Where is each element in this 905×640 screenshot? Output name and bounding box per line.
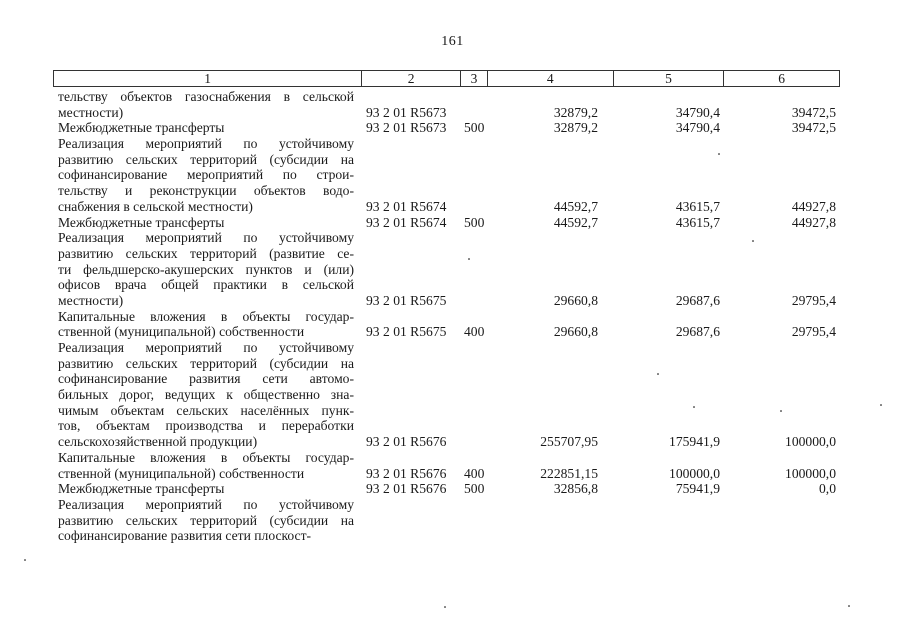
description-line: развитию сельских территорий (субсидии на xyxy=(58,151,354,167)
row-value-year-1: 32879,2 xyxy=(553,120,598,136)
row-expense-type: 400 xyxy=(464,324,485,340)
row-value-year-3: 100000,0 xyxy=(785,465,836,481)
row-code: 93 2 01 R5674 xyxy=(366,198,447,214)
description-line: Реализация мероприятий по устойчивому xyxy=(58,340,354,355)
row-value-year-2: 34790,4 xyxy=(675,104,720,120)
scan-speck xyxy=(444,606,446,608)
column-header-3: 3 xyxy=(460,71,487,86)
scan-speck xyxy=(657,373,659,375)
row-value-year-3: 44927,8 xyxy=(791,198,836,214)
row-value-year-3: 29795,4 xyxy=(791,324,836,340)
column-header-6: 6 xyxy=(723,71,839,86)
description-line: развитию сельских территорий (субсидии на xyxy=(58,512,354,528)
row-value-year-1: 44592,7 xyxy=(553,198,598,214)
column-header-5: 5 xyxy=(613,71,724,86)
column-header-2: 2 xyxy=(361,71,460,86)
row-code: 93 2 01 R5673 xyxy=(366,120,447,136)
description-line: тельству объектов газоснабжения в сельской xyxy=(58,89,354,104)
row-code: 93 2 01 R5675 xyxy=(366,292,447,308)
row-description xyxy=(58,230,354,308)
table-row xyxy=(58,450,838,481)
row-description xyxy=(58,89,354,120)
row-value-year-3: 100000,0 xyxy=(785,434,836,450)
scan-speck xyxy=(848,605,850,607)
row-code: 93 2 01 R5674 xyxy=(366,214,447,230)
row-value-year-1: 32856,8 xyxy=(553,481,598,497)
row-expense-type: 400 xyxy=(464,465,485,481)
row-value-year-2: 100000,0 xyxy=(669,465,720,481)
row-description xyxy=(58,450,354,481)
row-value-year-2: 29687,6 xyxy=(675,292,720,308)
row-value-year-2: 29687,6 xyxy=(675,324,720,340)
row-value-year-1: 222851,15 xyxy=(540,465,598,481)
description-line: местности) xyxy=(58,104,124,120)
row-description xyxy=(58,497,354,544)
table-row xyxy=(58,89,838,120)
row-expense-type: 500 xyxy=(464,120,485,136)
description-line: тов, объектам производства и переработки xyxy=(58,418,354,434)
row-value-year-3: 44927,8 xyxy=(791,214,836,230)
row-code: 93 2 01 R5675 xyxy=(366,324,447,340)
row-code: 93 2 01 R5676 xyxy=(366,481,447,497)
row-description xyxy=(58,340,354,450)
row-value-year-3: 39472,5 xyxy=(791,120,836,136)
row-description xyxy=(58,309,354,340)
description-line: ственной (муниципальной) собственности xyxy=(58,324,305,340)
column-header-4: 4 xyxy=(487,71,613,86)
description-line: развитию сельских территорий (субсидии на xyxy=(58,355,354,371)
row-expense-type: 500 xyxy=(464,481,485,497)
scan-speck xyxy=(718,153,720,155)
row-value-year-2: 175941,9 xyxy=(669,434,720,450)
scan-speck xyxy=(752,240,754,242)
row-value-year-1: 32879,2 xyxy=(553,104,598,120)
description-line: местности) xyxy=(58,292,124,308)
table-row xyxy=(58,215,838,231)
row-value-year-1: 29660,8 xyxy=(553,324,598,340)
description-line: Межбюджетные трансферты xyxy=(58,120,225,136)
row-value-year-2: 43615,7 xyxy=(675,198,720,214)
description-line: офисов врача общей практики в сельской xyxy=(58,277,354,293)
row-description xyxy=(58,120,354,136)
description-line: софинансирование развития сети автомо- xyxy=(58,371,354,387)
row-value-year-1: 44592,7 xyxy=(553,214,598,230)
row-value-year-3: 0,0 xyxy=(819,481,836,497)
row-description xyxy=(58,481,354,497)
description-line: софинансирование мероприятий по строи- xyxy=(58,167,354,183)
table-row xyxy=(58,309,838,340)
scan-speck xyxy=(468,258,470,260)
row-expense-type: 500 xyxy=(464,214,485,230)
description-line: сельскохозяйственной продукции) xyxy=(58,434,258,450)
row-code: 93 2 01 R5676 xyxy=(366,434,447,450)
row-value-year-3: 39472,5 xyxy=(791,104,836,120)
row-value-year-2: 34790,4 xyxy=(675,120,720,136)
scan-speck xyxy=(780,410,782,412)
description-line: чимым объектам сельских населённых пунк- xyxy=(58,402,354,418)
description-line: Межбюджетные трансферты xyxy=(58,214,225,230)
table-row xyxy=(58,340,838,450)
description-line: бильных дорог, ведущих к общественно зна- xyxy=(58,387,354,403)
row-value-year-2: 75941,9 xyxy=(675,481,720,497)
description-line: Реализация мероприятий по устойчивому xyxy=(58,496,354,512)
table-row xyxy=(58,230,838,308)
description-line: ственной (муниципальной) собственности xyxy=(58,465,305,481)
description-line: развитию сельских территорий (развитие се- xyxy=(58,245,354,261)
row-description xyxy=(58,136,354,214)
row-code: 93 2 01 R5673 xyxy=(366,104,447,120)
row-value-year-1: 255707,95 xyxy=(540,434,598,450)
table-header xyxy=(53,70,840,87)
description-line: Капитальные вложения в объекты государ- xyxy=(58,308,354,324)
table-row xyxy=(58,481,838,497)
description-line: Капитальные вложения в объекты государ- xyxy=(58,449,354,465)
column-header-1: 1 xyxy=(204,71,211,86)
description-line: софинансирование развития сети плоскост- xyxy=(58,528,312,544)
scan-speck xyxy=(880,404,882,406)
description-line: Реализация мероприятий по устойчивому xyxy=(58,230,354,246)
row-value-year-3: 29795,4 xyxy=(791,292,836,308)
table-body xyxy=(58,89,838,544)
row-description xyxy=(58,215,354,231)
scan-speck xyxy=(24,559,26,561)
description-line: снабжения в сельской местности) xyxy=(58,198,253,214)
description-line: Реализация мероприятий по устойчивому xyxy=(58,136,354,152)
page-number: 161 xyxy=(441,34,464,49)
row-value-year-1: 29660,8 xyxy=(553,292,598,308)
row-value-year-2: 43615,7 xyxy=(675,214,720,230)
scan-speck xyxy=(693,406,695,408)
description-line: Межбюджетные трансферты xyxy=(58,481,225,497)
table-row xyxy=(58,120,838,136)
table-row xyxy=(58,497,838,544)
description-line: тельству и реконструкции объектов водо- xyxy=(58,183,354,199)
description-line: ти фельдшерско-акушерских пунктов и (или) xyxy=(58,261,354,277)
row-code: 93 2 01 R5676 xyxy=(366,465,447,481)
table-row xyxy=(58,136,838,214)
